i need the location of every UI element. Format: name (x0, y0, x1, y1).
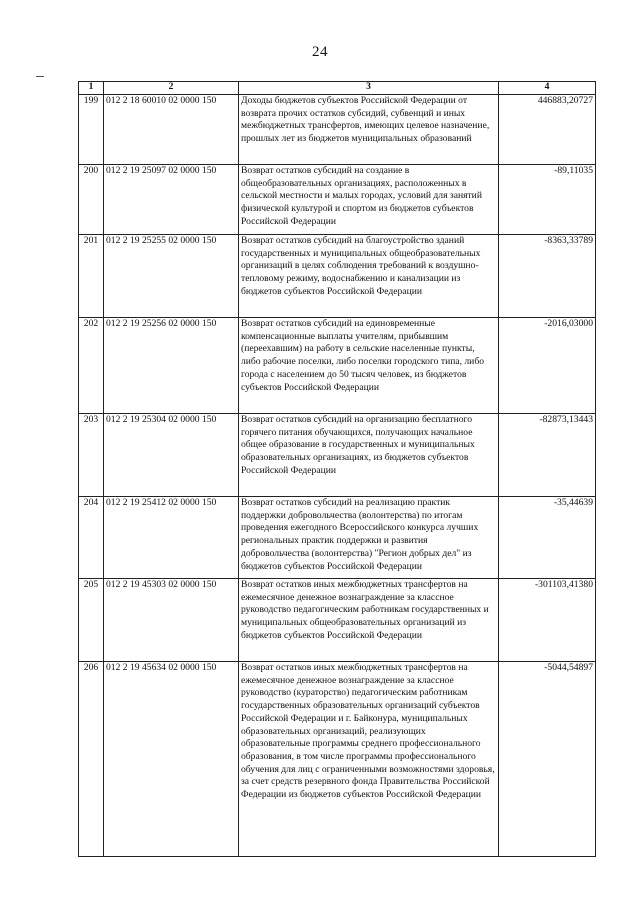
column-header-4: 4 (499, 82, 596, 95)
row-description: Возврат остатков субсидий на единовременные компенсационные выплаты учителям, прибывшим (переехавшим) на работу в сельские населенные пункты, либо рабочие поселки, либо поселки городского типа, либо города с населением до 50 тысяч человек, из бюджетов субъектов Российской Федерации (239, 318, 499, 414)
row-description: Возврат остатков иных межбюджетных трансфертов на ежемесячное денежное вознаграждение за классное руководство педагогическим работникам государственных и муниципальных общеобразовательных организаций из бюджетов субъектов Российской Федерации (239, 579, 499, 662)
page-number: 24 (312, 44, 328, 60)
row-amount: 446883,20727 (499, 95, 596, 165)
table-header-row (79, 82, 596, 95)
table-row (79, 662, 596, 857)
column-header-3: 3 (239, 82, 499, 95)
budget-table (78, 81, 596, 857)
row-amount: -2016,03000 (499, 318, 596, 414)
row-number: 204 (79, 497, 104, 579)
row-description: Доходы бюджетов субъектов Российской Федерации от возврата прочих остатков субсидий, субвенций и иных межбюджетных трансфертов, имеющих целевое назначение, прошлых лет из бюджетов муниципальных образований (239, 95, 499, 165)
row-code: 012 2 19 25097 02 0000 150 (104, 165, 239, 235)
row-number: 206 (79, 662, 104, 857)
margin-mark (36, 76, 44, 77)
row-number: 202 (79, 318, 104, 414)
row-description: Возврат остатков иных межбюджетных трансфертов на ежемесячное денежное вознаграждение за классное руководство (кураторство) педагогическим работникам государственных образовательных организаций субъектов Российской Федерации и г. Байконура, муниципальных образовательных организаций, реализующих образовательные программы среднего профессионального образования, в том числе программы профессионального обучения для лиц с ограниченными возможностями здоровья, за счет средств резервного фонда Правительства Российской Федерации из бюджетов субъектов Российской Федерации (239, 662, 499, 857)
row-number: 205 (79, 579, 104, 662)
row-code: 012 2 19 25412 02 0000 150 (104, 497, 239, 579)
row-code: 012 2 19 25256 02 0000 150 (104, 318, 239, 414)
row-code: 012 2 19 25304 02 0000 150 (104, 414, 239, 497)
row-number: 199 (79, 95, 104, 165)
table-row (79, 497, 596, 579)
row-number: 203 (79, 414, 104, 497)
row-amount: -89,11035 (499, 165, 596, 235)
row-description: Возврат остатков субсидий на реализацию практик поддержки добровольчества (волонтерства) по итогам проведения ежегодного Всероссийского конкурса лучших региональных практик поддержки и развития добровольчества (волонтерства) "Регион добрых дел" из бюджетов субъектов Российской Федерации (239, 497, 499, 579)
row-amount: -5044,54897 (499, 662, 596, 857)
table-row (79, 235, 596, 318)
row-description: Возврат остатков субсидий на создание в общеобразовательных организациях, расположенных в сельской местности и малых городах, условий для занятий физической культурой и спортом из бюджетов субъектов Российской Федерации (239, 165, 499, 235)
column-header-1: 1 (79, 82, 104, 95)
row-number: 200 (79, 165, 104, 235)
table-row (79, 318, 596, 414)
table-row (79, 95, 596, 165)
row-code: 012 2 19 45303 02 0000 150 (104, 579, 239, 662)
row-amount: -35,44639 (499, 497, 596, 579)
row-code: 012 2 18 60010 02 0000 150 (104, 95, 239, 165)
table-row (79, 414, 596, 497)
row-code: 012 2 19 25255 02 0000 150 (104, 235, 239, 318)
column-header-2: 2 (104, 82, 239, 95)
row-amount: -301103,41380 (499, 579, 596, 662)
row-description: Возврат остатков субсидий на благоустройство зданий государственных и муниципальных общеобразовательных организаций в целях соблюдения требований к воздушно-тепловому режиму, водоснабжению и канализации из бюджетов субъектов Российской Федерации (239, 235, 499, 318)
row-amount: -82873,13443 (499, 414, 596, 497)
row-amount: -8363,33789 (499, 235, 596, 318)
table-row (79, 579, 596, 662)
row-description: Возврат остатков субсидий на организацию бесплатного горячего питания обучающихся, получающих начальное общее образование в государственных и муниципальных образовательных организациях, из бюджетов субъектов Российской Федерации (239, 414, 499, 497)
row-code: 012 2 19 45634 02 0000 150 (104, 662, 239, 857)
row-number: 201 (79, 235, 104, 318)
table-row (79, 165, 596, 235)
